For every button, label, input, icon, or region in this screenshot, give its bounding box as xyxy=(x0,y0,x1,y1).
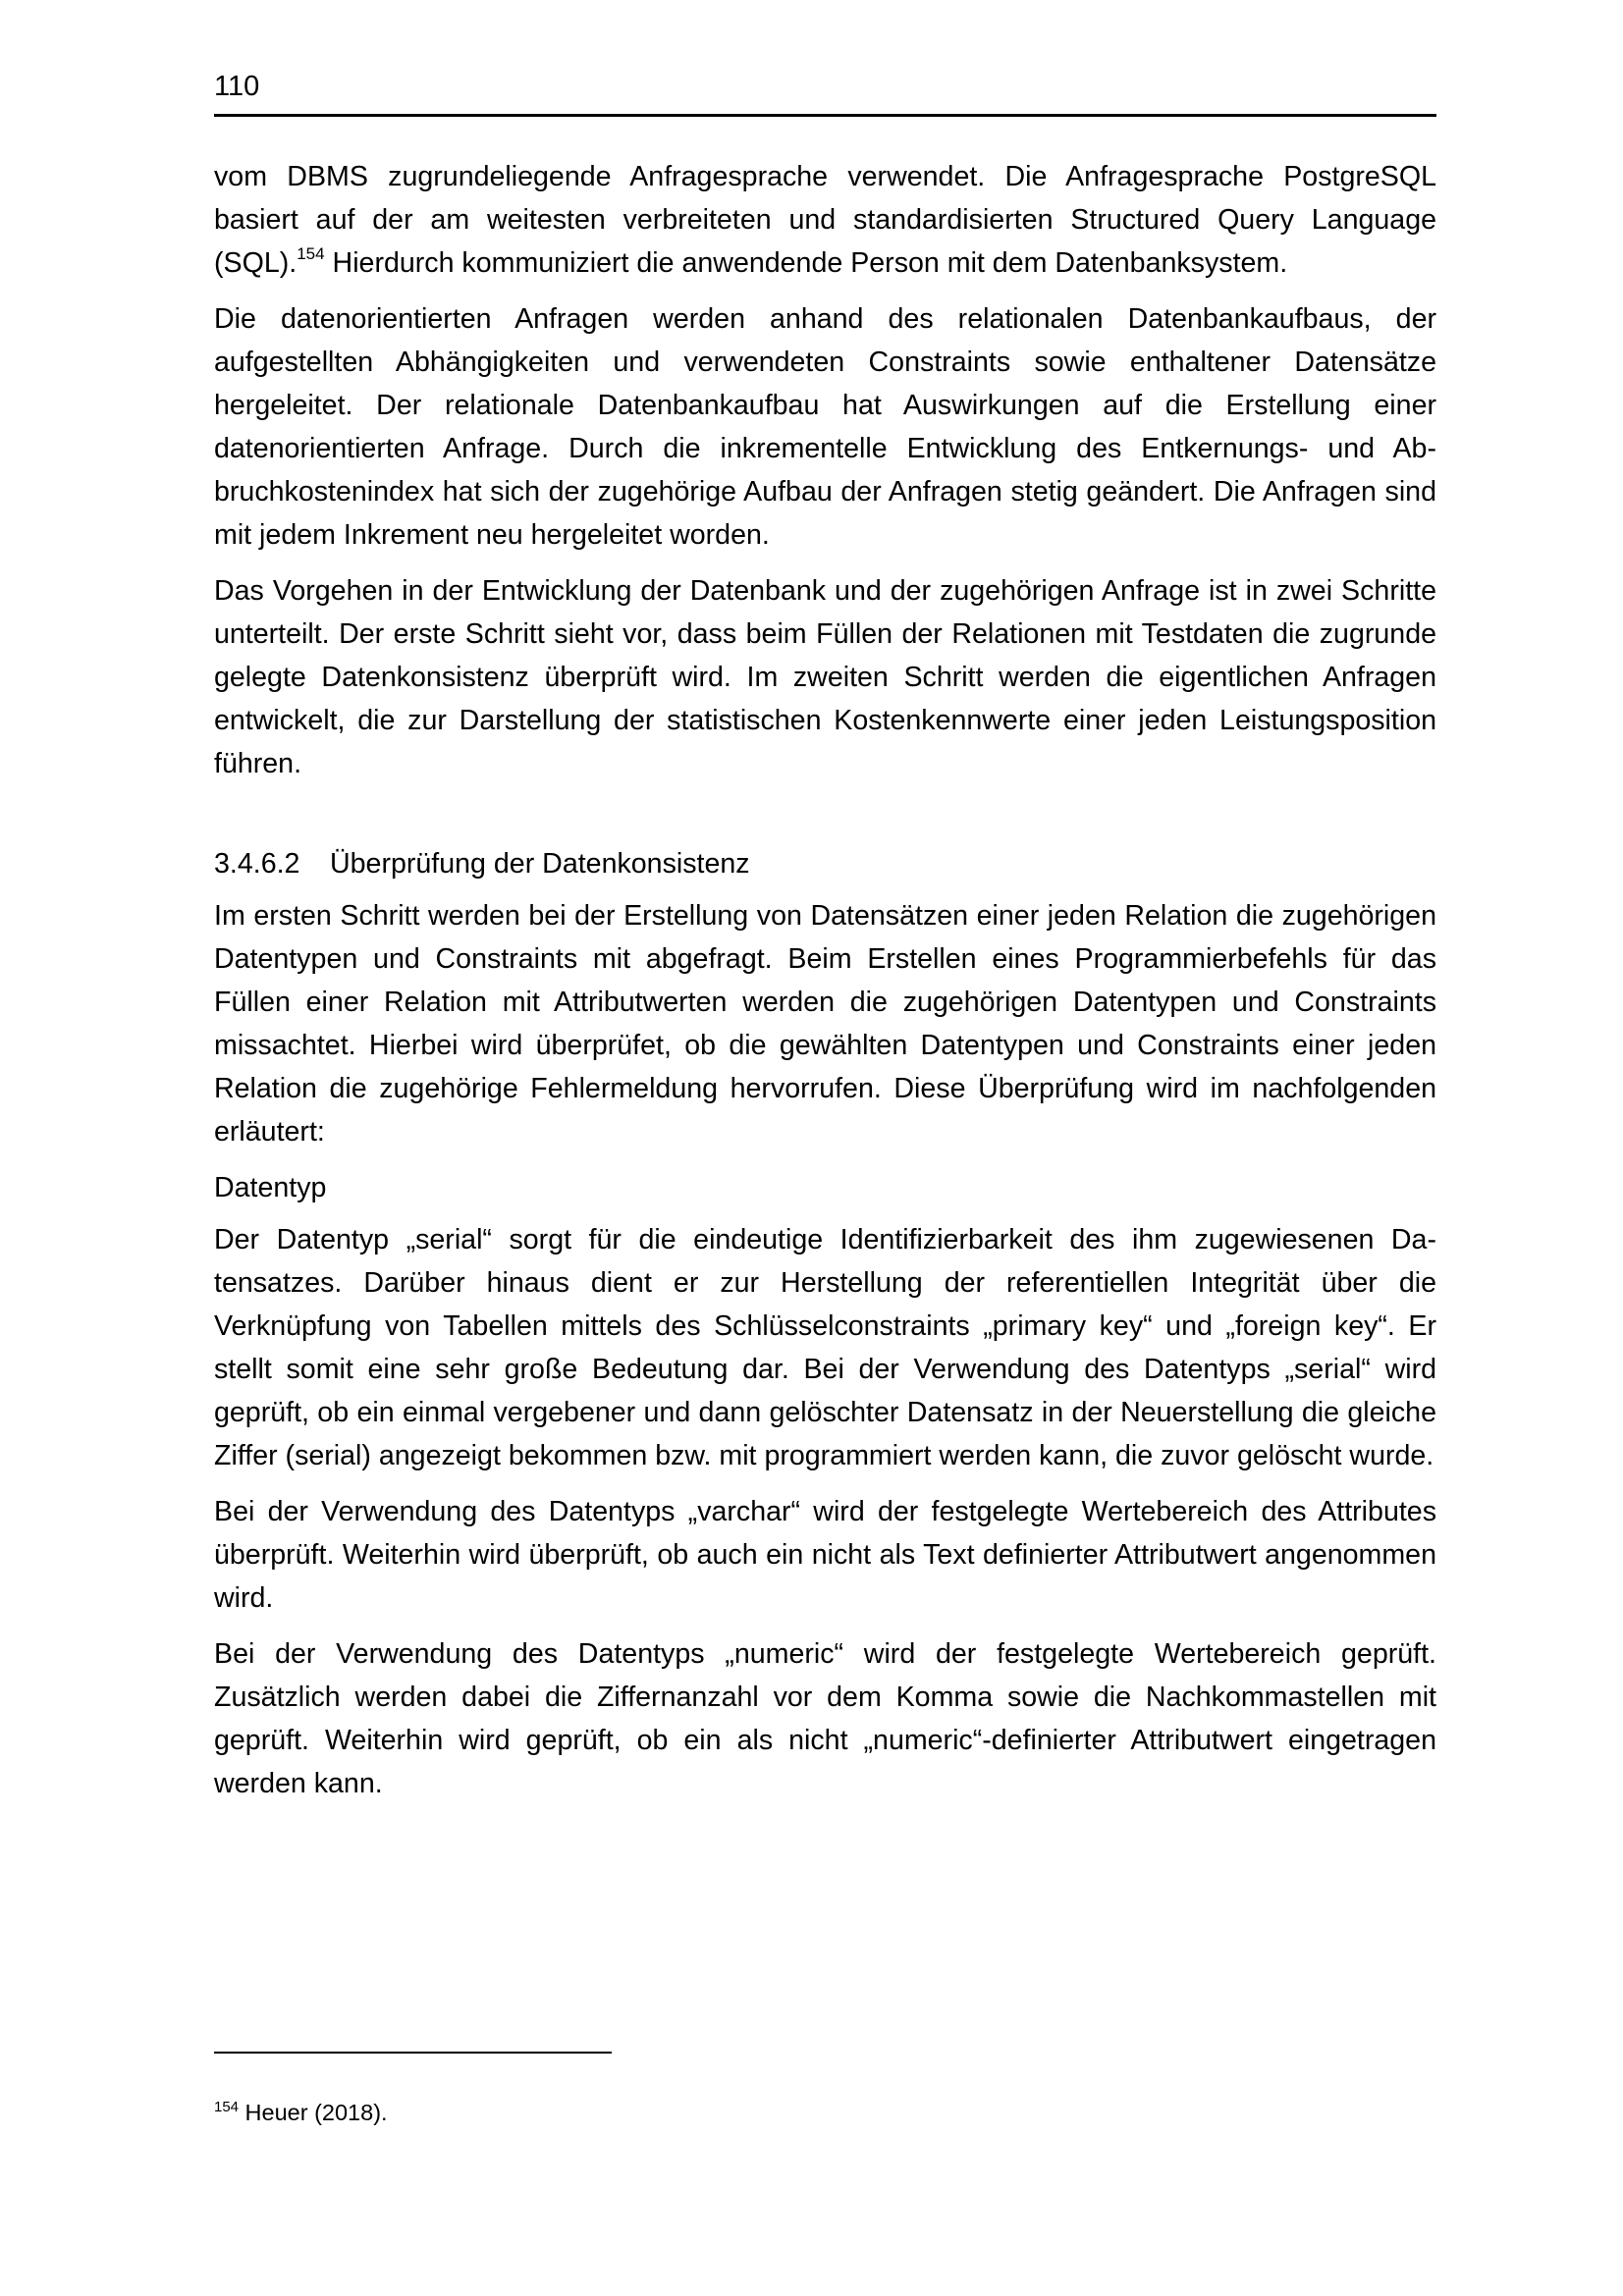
footnote-reference[interactable]: 154 xyxy=(297,244,325,264)
section-heading xyxy=(214,842,1436,885)
footnote xyxy=(214,2098,388,2127)
paragraph: Das Vorgehen in der Entwicklung der Datenbank und der zugehörigen Anfrage ist in zwei Schritte unterteilt. Der erste Schritt sieht vor, dass beim Füllen der Relationen mit Testdaten die zugrunde gelegte Datenkonsistenz überprüft wird. Im zweiten Schritt werden die eigentlichen Anfragen entwickelt, die zur Darstellung der statistischen Kostenkennwerte einer jeden Leistungsposition führen. xyxy=(214,575,1436,779)
footnote-text: Heuer (2018). xyxy=(239,2100,388,2125)
footnote-separator xyxy=(214,2052,612,2054)
footnote-number: 154 xyxy=(214,2099,240,2116)
header-rule xyxy=(214,114,1436,117)
paragraph: Im ersten Schritt werden bei der Erstellung von Datensätzen einer jeden Relation die zugehörigen Datentypen und Constraints mit abgefragt. Beim Erstellen eines Programmierbefehls für das Füllen einer Relation mit Attributwerten werden die zugehörigen Datentypen und Constraints missachtet. Hierbei wird überprüfet, ob die gewählten Datentypen und Constraints einer jeden Relation die zugehörige Fehlermeldung hervorrufen. Diese Überprüfung wird im nachfolgenden erläutert: xyxy=(214,900,1436,1148)
paragraph: Die datenorientierten Anfragen werden anhand des relationalen Datenbankaufbaus, der aufgestellten Abhängigkeiten und verwendeten Constraints sowie enthaltener Datensätze hergeleitet. Der relationale Datenbankaufbau hat Auswirkungen auf die Erstellung einer datenorientierten Anfrage. Durch die inkrementelle Entwicklung des Entkernungs- und Abbruchkostenindex hat sich der zugehörige Aufbau der Anfragen stetig geändert. Die Anfragen sind mit jedem Inkrement neu hergeleitet worden. xyxy=(214,303,1436,551)
paragraph-text: vom DBMS zugrundeliegende Anfragesprache verwendet. Die Anfragesprache PostgreSQL basiert auf der am weitesten verbreiteten und standardisierten Structured Query Language (SQL). xyxy=(214,161,1436,279)
paragraph: Bei der Verwendung des Datentyps „numeric“ wird der festgelegte Wertebereich geprüft. Zusätzlich werden dabei die Ziffernanzahl vor dem Komma sowie die Nachkommastellen mit geprüft. Weiterhin wird geprüft, ob ein als nicht „numeric“-definierter Attributwert eingetragen werden kann. xyxy=(214,1638,1436,1799)
section-title: Überprüfung der Datenkonsistenz xyxy=(330,848,750,880)
page-number: 110 xyxy=(214,71,260,102)
paragraph-text: Hierdurch kommuniziert die anwendende Person mit dem Datenbanksystem. xyxy=(324,247,1288,279)
subheading: Datentyp xyxy=(214,1172,327,1203)
paragraph: Bei der Verwendung des Datentyps „varchar“ wird der festgelegte Wertebereich des Attributes überprüft. Weiterhin wird überprüft, ob auch ein nicht als Text definierter Attributwert angenommen wird. xyxy=(214,1496,1436,1614)
paragraph xyxy=(214,155,1436,285)
main-content xyxy=(214,155,1436,1818)
paragraph: Der Datentyp „serial“ sorgt für die eindeutige Identifizierbarkeit des ihm zugewiesenen Datensatzes. Darüber hinaus dient er zur Herstellung der referentiellen Integrität über die Verknüpfung von Tabellen mittels des Schlüsselconstraints „primary key“ und „foreign key“. Er stellt somit eine sehr große Bedeutung dar. Bei der Verwendung des Datentyps „serial“ wird geprüft, ob ein einmal vergebener und dann gelöschter Datensatz in der Neuerstellung die gleiche Ziffer (serial) angezeigt bekommen bzw. mit programmiert werden kann, die zuvor gelöscht wurde. xyxy=(214,1224,1436,1471)
section-number: 3.4.6.2 xyxy=(214,848,300,880)
